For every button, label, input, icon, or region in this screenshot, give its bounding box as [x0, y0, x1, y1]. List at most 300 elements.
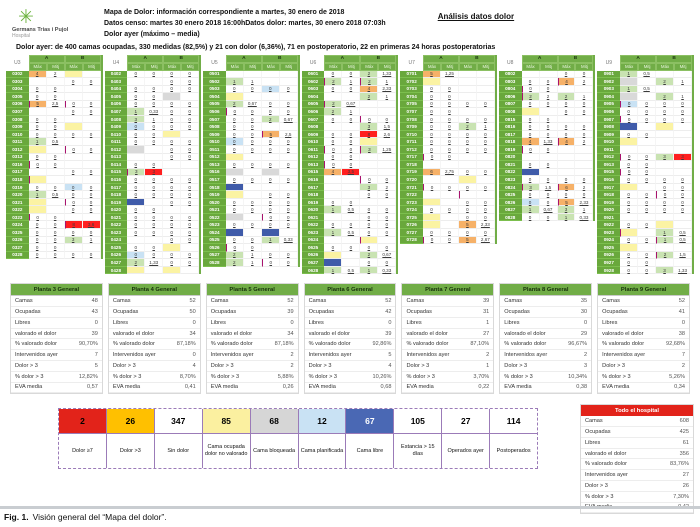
summary-row [581, 438, 693, 449]
pain-cell: 0,33 [575, 214, 593, 222]
pain-cell [638, 184, 656, 192]
pain-cell: 0 [127, 244, 145, 252]
pain-cell [441, 191, 459, 199]
room-cell: 0310 [6, 131, 29, 139]
pain-cell: 0 [656, 101, 674, 109]
room-cell: 0728 [400, 237, 423, 245]
pain-cell: 1 [477, 123, 495, 131]
pain-cell [459, 86, 477, 94]
pain-cell: 0 [558, 123, 576, 131]
col-mitj-header: Mitj [477, 63, 495, 71]
pain-cell: 0 [558, 176, 576, 184]
pain-cell [83, 86, 101, 94]
summary-row [11, 296, 102, 307]
pain-cell [477, 154, 495, 162]
legend-label: Estancia > 15 días [401, 444, 435, 458]
pain-cell: 0 [29, 116, 47, 124]
pain-cell [262, 169, 280, 177]
pain-cell [262, 78, 280, 86]
summary-value: 50 [189, 308, 196, 315]
room-cell: 0807 [499, 101, 522, 109]
pain-cell: 0 [620, 221, 638, 229]
room-cell: 0719 [400, 169, 423, 177]
pain-cell: 0 [163, 184, 181, 192]
summary-value: 0,41 [184, 384, 196, 391]
pain-cell [477, 93, 495, 101]
pain-cell [459, 93, 477, 101]
pain-cell: 1 [378, 93, 396, 101]
pain-cell: 2 [360, 252, 378, 260]
pain-cell: 0 [244, 123, 262, 131]
summary-value: 8,70% [179, 373, 196, 380]
summary-label: % dolor > 3 [15, 373, 44, 380]
pain-cell [163, 131, 181, 139]
pain-cell: 5 [558, 199, 576, 207]
col-b-header: B [459, 55, 495, 63]
pain-cell [342, 93, 360, 101]
pain-cell [360, 108, 378, 116]
pain-cell: 0 [459, 116, 477, 124]
summary-row [598, 372, 689, 383]
room-cell: 0415 [105, 169, 128, 177]
summary-label: Libres [308, 319, 324, 326]
summary-row [207, 296, 298, 307]
page-header [0, 0, 700, 41]
pain-cell [342, 176, 360, 184]
pain-cell: 0 [181, 123, 199, 131]
pain-cell: 0 [620, 237, 638, 245]
pain-cell: 0 [423, 229, 441, 237]
pain-cell: 0 [638, 221, 656, 229]
pain-cell: 0 [65, 229, 83, 237]
pain-cell: 0 [441, 131, 459, 139]
pain-cell [226, 184, 244, 192]
pain-cell: 0 [360, 214, 378, 222]
summary-value: 3 [584, 362, 588, 369]
pain-cell: 0 [127, 138, 145, 146]
figure-text: Visión general del “Mapa del dolor”. [32, 512, 167, 522]
room-cell: 0701 [400, 71, 423, 79]
pain-cell [83, 161, 101, 169]
room-cell: 0604 [302, 93, 325, 101]
col-a-header: A [127, 55, 163, 63]
col-max-header: Máx [163, 63, 181, 71]
room-cell: 0420 [105, 206, 128, 214]
room-cell: 0507 [203, 116, 226, 124]
planta-title: Planta 9 General [598, 284, 689, 296]
pain-cell: 0 [324, 146, 342, 154]
room-cell: 0502 [203, 78, 226, 86]
room-cell: 0413 [105, 154, 128, 162]
pain-cell: 0 [145, 86, 163, 94]
legend-count: 85 [203, 409, 250, 434]
summary-row [109, 383, 200, 394]
room-cell: 0818 [499, 138, 522, 146]
pain-cell: 2 [656, 78, 674, 86]
pain-cell: 0 [360, 206, 378, 214]
pain-cell: 0 [181, 229, 199, 237]
pain-cell [29, 169, 47, 177]
pain-cell: 0 [181, 138, 199, 146]
col-a-header: A [29, 55, 65, 63]
summary-value: 356 [679, 450, 689, 457]
pain-cell: 0 [163, 221, 181, 229]
pain-cell: 0 [29, 161, 47, 169]
summary-label: Libres [406, 319, 422, 326]
pain-cell: 1 [522, 206, 540, 214]
pain-cell: 0 [83, 229, 101, 237]
room-cell: 0621 [302, 214, 325, 222]
pain-cell [47, 146, 65, 154]
pain-cell: 0 [540, 146, 558, 154]
pain-cell: 2,75 [441, 169, 459, 177]
summary-label: EVA media [602, 384, 630, 391]
summary-label: Libres [602, 319, 618, 326]
pain-cell: 0 [163, 71, 181, 79]
unit-id: U6 [302, 55, 325, 71]
pain-cell [620, 93, 638, 101]
room-cell: 0705 [400, 101, 423, 109]
summary-label: Libres [585, 439, 601, 446]
room-cell: 0516 [203, 169, 226, 177]
pain-cell: 0 [65, 108, 83, 116]
room-cell: 0723 [400, 199, 423, 207]
pain-cell: 0 [656, 191, 674, 199]
summary-row [402, 350, 493, 361]
pain-cell: 0 [280, 86, 298, 94]
pain-cell [378, 161, 396, 169]
summary-value: 7 [681, 352, 686, 359]
room-cell: 0528 [203, 259, 226, 267]
pain-cell: 0 [674, 206, 692, 214]
pain-cell: 0 [620, 101, 638, 109]
pain-cell: 2 [575, 138, 593, 146]
summary-row [581, 481, 693, 492]
pain-cell: 0 [441, 146, 459, 154]
pain-cell: 0 [244, 116, 262, 124]
pain-cell: 0 [163, 116, 181, 124]
pain-cell [575, 154, 593, 162]
pain-cell: 0 [522, 116, 540, 124]
pain-cell [262, 71, 280, 79]
pain-cell: 6 [423, 169, 441, 177]
pain-cell [620, 184, 638, 192]
summary-row [109, 318, 200, 329]
summary-value: 0 [192, 319, 196, 326]
pain-cell: 0 [163, 108, 181, 116]
summary-row [207, 350, 298, 361]
pain-cell: 0 [262, 161, 280, 169]
pain-cell: 0 [360, 259, 378, 267]
summary-value: 0,68 [380, 384, 392, 391]
pain-cell [244, 191, 262, 199]
pain-cell: 0 [244, 237, 262, 245]
pain-cell: 5 [29, 101, 47, 109]
summary-label: Camas [585, 418, 603, 425]
room-cell: 0901 [597, 71, 620, 79]
summary-value: 34 [189, 330, 196, 337]
pain-cell [540, 169, 558, 177]
pain-cell: 1,5 [674, 252, 692, 260]
unit-id: U5 [203, 55, 226, 71]
pain-cell: 0 [459, 169, 477, 177]
pain-cell: 0 [226, 108, 244, 116]
pain-cell [656, 221, 674, 229]
pain-cell [324, 184, 342, 192]
pain-cell: 0,33 [280, 237, 298, 245]
pain-cell: 0 [145, 71, 163, 79]
room-cell: 0808 [499, 108, 522, 116]
summary-label: Dolor > 3 [15, 362, 38, 369]
pain-cell [83, 214, 101, 222]
pain-cell [378, 169, 396, 177]
pain-cell [441, 176, 459, 184]
col-a-header: A [620, 55, 656, 63]
summary-label: Ocupadas [602, 308, 628, 315]
summary-label: Camas [210, 298, 229, 305]
summary-value: 43 [91, 308, 98, 315]
summary-label: % dolor > 3 [406, 373, 435, 380]
pain-cell: 0 [459, 199, 477, 207]
pain-cell: 0 [29, 184, 47, 192]
room-cell: 0712 [400, 146, 423, 154]
summary-row [500, 350, 591, 361]
pain-cell [656, 131, 674, 139]
pain-cell: 1 [244, 78, 262, 86]
summary-label: Libres [210, 319, 226, 326]
pain-cell [674, 244, 692, 252]
pain-cell: 3 [522, 184, 540, 192]
analysis-title: Análisis datos dolor [437, 12, 515, 21]
pain-cell: 2,5 [47, 101, 65, 109]
room-cell: 0717 [400, 154, 423, 162]
pain-cell: 0 [262, 221, 280, 229]
pain-cell: 0 [29, 237, 47, 245]
pain-cell: 0 [280, 176, 298, 184]
legend-item [346, 409, 394, 468]
unit-header [6, 55, 101, 71]
pain-cell: 3 [65, 237, 83, 245]
summary-value: 2 [486, 352, 490, 359]
report-title-line1: Mapa de Dolor: información correspondiente a martes, 30 enero de 2018 [104, 9, 345, 16]
pain-cell: 0 [459, 101, 477, 109]
room-cell: 0425 [105, 244, 128, 252]
pain-cell: 0 [324, 71, 342, 79]
room-cell: 0520 [203, 199, 226, 207]
pain-cell: 0 [181, 221, 199, 229]
pain-cell: 0 [29, 154, 47, 162]
legend-count: 2 [59, 409, 106, 434]
summary-value: 87,10% [470, 341, 490, 348]
col-b-header: B [656, 55, 692, 63]
legend-table [58, 408, 538, 469]
room-cell: 0607 [302, 116, 325, 124]
pain-cell: 0 [145, 161, 163, 169]
pain-cell: 0 [262, 101, 280, 109]
room-cell: 0527 [203, 252, 226, 260]
room-cell: 0311 [6, 138, 29, 146]
summary-row [402, 339, 493, 350]
legend-label: Cama ocupada dolor no valorado [204, 444, 248, 458]
pain-cell: 2 [558, 93, 576, 101]
pain-cell: 0 [83, 131, 101, 139]
summary-row [11, 372, 102, 383]
pain-cell: 2 [459, 123, 477, 131]
summary-value: 5 [94, 362, 98, 369]
pain-cell: 0 [477, 146, 495, 154]
col-max-header: Máx [127, 63, 145, 71]
pain-cell: 0 [65, 252, 83, 260]
pain-cell: 0 [522, 161, 540, 169]
pain-cell: 0 [127, 93, 145, 101]
pain-cell: 0 [65, 78, 83, 86]
pain-cell [459, 161, 477, 169]
pain-cell [459, 71, 477, 79]
pain-cell [181, 206, 199, 214]
pain-cell: 0 [127, 71, 145, 79]
room-cell: 0817 [499, 131, 522, 139]
unit-header [203, 55, 298, 71]
planta-summary-table [304, 283, 397, 394]
figure-label: Fig. 1. [4, 512, 29, 522]
pain-cell: 0 [65, 146, 83, 154]
pain-cell: 0 [280, 138, 298, 146]
hospital-rows [581, 416, 693, 513]
pain-cell: 2 [324, 108, 342, 116]
pain-cell: 0 [127, 123, 145, 131]
pain-cell: 0 [540, 161, 558, 169]
pain-cell: 0 [244, 161, 262, 169]
room-cell: 0623 [302, 229, 325, 237]
pain-cell [324, 123, 342, 131]
room-cell: 0727 [400, 229, 423, 237]
pain-cell: 0,5 [47, 191, 65, 199]
pain-cell: 0 [423, 138, 441, 146]
pain-cell: 0 [620, 131, 638, 139]
room-cell: 0720 [400, 176, 423, 184]
pain-cell: 0 [145, 101, 163, 109]
room-cell: 0627 [302, 259, 325, 267]
pain-cell: 1 [656, 237, 674, 245]
room-cell: 0526 [203, 244, 226, 252]
pain-cell: 0 [145, 221, 163, 229]
pain-cell: 0 [522, 78, 540, 86]
pain-cell: 0 [145, 229, 163, 237]
room-cell: 0625 [302, 244, 325, 252]
room-cell: 0711 [400, 138, 423, 146]
room-cell: 0620 [302, 206, 325, 214]
room-cell: 0303 [6, 78, 29, 86]
unit-id: U8 [499, 55, 522, 71]
pain-cell: 0 [522, 123, 540, 131]
pain-cell: 3,6 [83, 221, 101, 229]
summary-value: 0 [681, 319, 686, 326]
pain-cell: 1 [575, 206, 593, 214]
summary-value: 7 [94, 352, 98, 359]
col-mitj-header: Mitj [342, 63, 360, 71]
col-max-header: Máx [226, 63, 244, 71]
pain-cell [441, 199, 459, 207]
summary-row [402, 383, 493, 394]
summary-row [500, 318, 591, 329]
room-cell: 0512 [203, 154, 226, 162]
summary-label: Camas [308, 298, 327, 305]
room-cell: 0619 [302, 199, 325, 207]
pain-cell [342, 214, 360, 222]
pain-cell [477, 191, 495, 199]
pain-cell: 0 [226, 86, 244, 94]
col-mitj-header: Mitj [244, 63, 262, 71]
pain-cell: 0 [244, 131, 262, 139]
summary-value: 2 [290, 352, 294, 359]
summary-label: Intervenidos ayer [210, 352, 254, 359]
pain-cell: 0 [540, 191, 558, 199]
summary-row [207, 329, 298, 340]
room-cell: 0804 [499, 86, 522, 94]
room-cell: 0509 [203, 131, 226, 139]
pain-cell [459, 191, 477, 199]
room-cell: 0707 [400, 108, 423, 116]
pain-cell [47, 169, 65, 177]
pain-cell [441, 221, 459, 229]
summary-value: 2 [584, 352, 588, 359]
pain-cell: 0 [558, 131, 576, 139]
pain-cell [47, 78, 65, 86]
pain-cell: 0 [181, 78, 199, 86]
room-cell: 0518 [203, 184, 226, 192]
summary-row [305, 383, 396, 394]
summary-label: % valorado dolor [308, 341, 351, 348]
room-cell: 0304 [6, 86, 29, 94]
summary-row [109, 339, 200, 350]
summary-row [500, 372, 591, 383]
pain-cell: 0 [620, 267, 638, 275]
pain-cell [575, 86, 593, 94]
planta-summary-table [10, 283, 103, 394]
room-cell: 0924 [597, 237, 620, 245]
summary-label: Ocupadas [210, 308, 237, 315]
col-max-header: Máx [262, 63, 280, 71]
pain-cell [163, 93, 181, 101]
pain-cell [244, 154, 262, 162]
summary-row [305, 296, 396, 307]
room-cell: 0921 [597, 214, 620, 222]
pain-cell [441, 78, 459, 86]
pain-cell: 0 [441, 116, 459, 124]
pain-cell [638, 78, 656, 86]
pain-cell: 0 [83, 184, 101, 192]
pain-cell [360, 237, 378, 245]
summary-label: valorado el dolor [585, 450, 627, 457]
summary-row [109, 350, 200, 361]
pain-cell: 0 [226, 237, 244, 245]
pain-cell [262, 244, 280, 252]
pain-cell [244, 229, 262, 237]
pain-cell [540, 71, 558, 79]
pain-cell: 0 [280, 108, 298, 116]
pain-cell: 0 [47, 252, 65, 260]
pain-cell: 0 [163, 191, 181, 199]
pain-cell: 0 [540, 176, 558, 184]
pain-cell [477, 108, 495, 116]
summary-row [207, 339, 298, 350]
pain-cell [145, 78, 163, 86]
pain-cell: 1 [324, 267, 342, 275]
summary-value: 39 [91, 330, 98, 337]
summary-label: % valorado dolor [112, 341, 155, 348]
pain-cell: 0 [262, 108, 280, 116]
pain-cell: 0 [378, 214, 396, 222]
